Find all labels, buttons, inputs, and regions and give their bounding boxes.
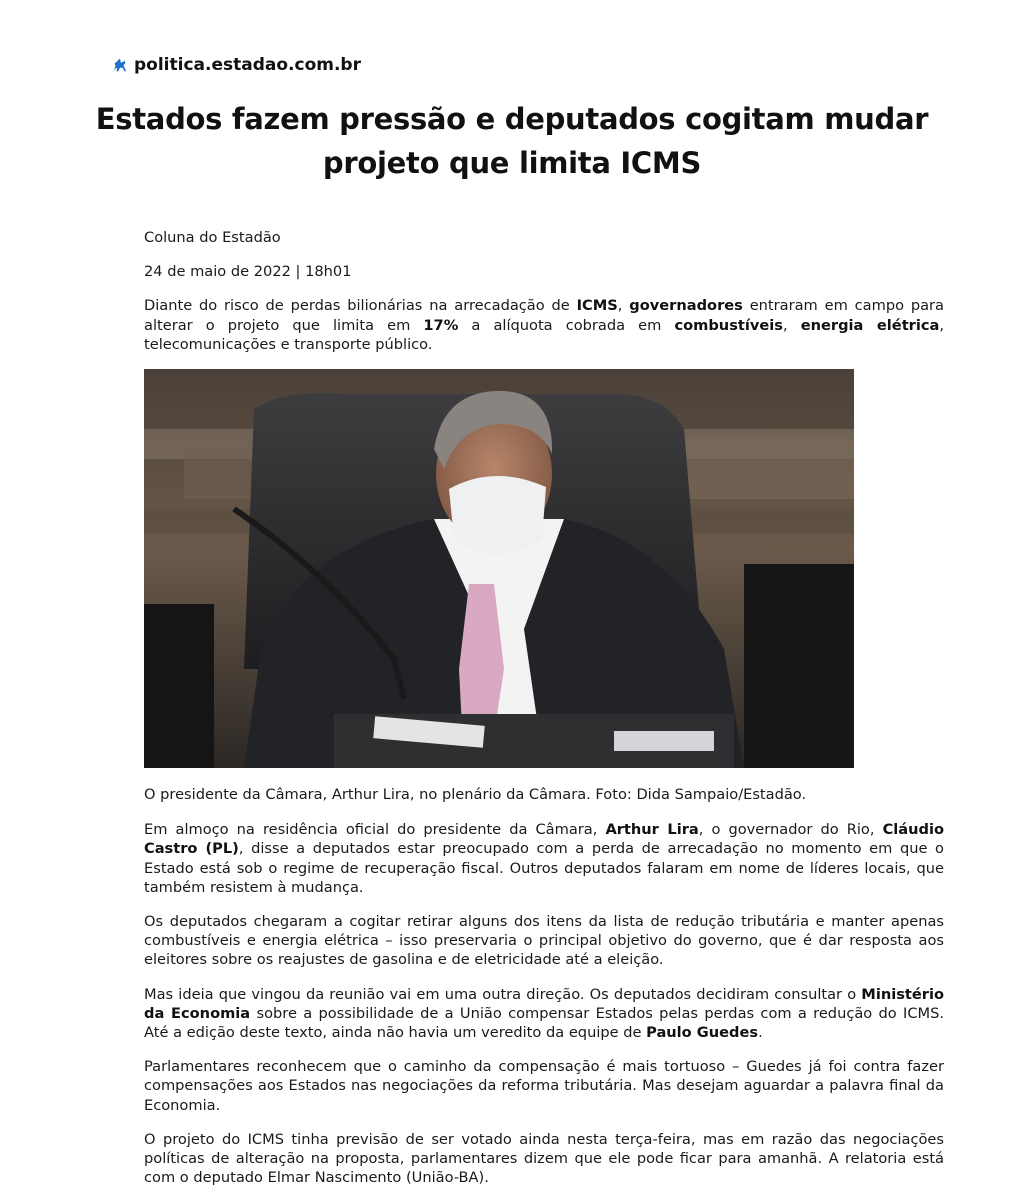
- article-column: Coluna do Estadão: [144, 229, 281, 246]
- paragraph-6: O projeto do ICMS tinha previsão de ser votado ainda nesta terça-feira, mas em razão das negociações políticas de alteração na proposta, parlamentares dizem que ele pode ficar para amanhã. A relatoria está com o deputado Elmar Nascimento (União-BA).: [144, 1130, 944, 1187]
- article-date: 24 de maio de 2022 | 18h01: [144, 263, 352, 281]
- article-body: [144, 228, 944, 1202]
- paragraph-2: Em almoço na residência oficial do presidente da Câmara, Arthur Lira, o governador do Rio, Cláudio Castro (PL), disse a deputados estar preocupado com a perda de arrecadação no momento em que o Estado está sob o regime de recuperação fiscal. Outros deputados falaram em nome de líderes locais, que também resistem à mudança.: [144, 821, 945, 896]
- article-photo: [144, 369, 854, 768]
- paragraph-3: Os deputados chegaram a cogitar retirar alguns dos itens da lista de redução tributária e manter apenas combustíveis e energia elétrica – isso preservaria o principal objetivo do governo, que é dar resposta aos eleitores sobre os reajustes de gasolina e de eletricidade até a eleição.: [144, 913, 944, 969]
- source-domain-link[interactable]: politica.estadao.com.br: [134, 55, 361, 75]
- photo-caption: O presidente da Câmara, Arthur Lira, no plenário da Câmara. Foto: Dida Sampaio/Estadão.: [144, 786, 807, 804]
- source-header: [111, 54, 361, 76]
- paragraph-1: Diante do risco de perdas bilionárias na arrecadação de ICMS, governadores entraram em campo para alterar o projeto que limita em 17% a alíquota cobrada em combustíveis, energia elétrica, telecomunicações e transporte público.: [144, 297, 945, 353]
- paragraph-5: Parlamentares reconhecem que o caminho da compensação é mais tortuoso – Guedes já foi contra fazer compensações aos Estados nas negociações da reforma tributária. Mas desejam aguardar a palavra final da Economia.: [144, 1058, 944, 1114]
- article-title: Estados fazem pressão e deputados cogitam mudar projeto que limita ICMS: [95, 102, 929, 180]
- estadao-horse-rider-icon: [111, 56, 129, 74]
- paragraph-4: Mas ideia que vingou da reunião vai em uma outra direção. Os deputados decidiram consultar o Ministério da Economia sobre a possibilidade de a União compensar Estados pelas perdas com a redução do ICMS. Até a edição deste texto, ainda não havia um veredito da equipe de Paulo Guedes.: [144, 985, 945, 1042]
